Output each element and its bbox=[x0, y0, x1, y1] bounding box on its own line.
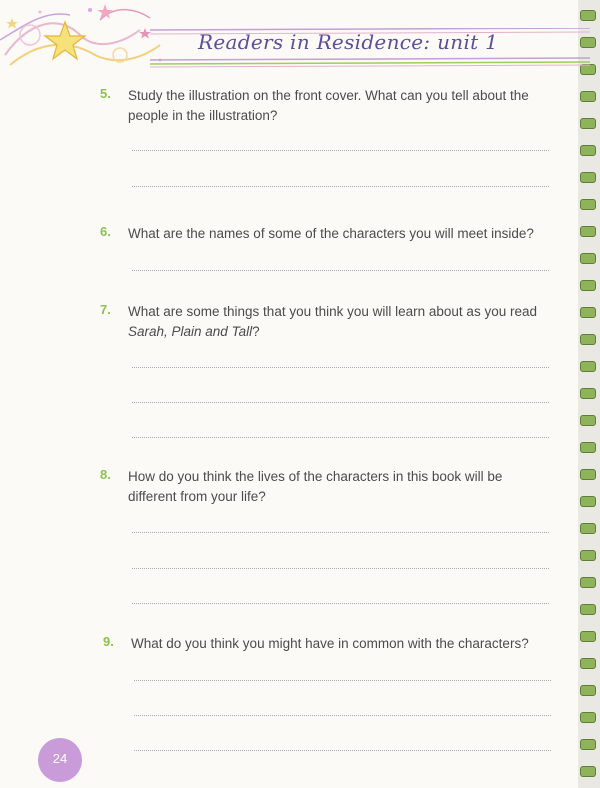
question-text: What do you think you might have in common with the characters? bbox=[131, 636, 529, 651]
answer-line[interactable] bbox=[132, 437, 549, 438]
star-icon bbox=[45, 22, 85, 59]
binding-ring bbox=[580, 496, 596, 507]
binding-ring bbox=[580, 91, 596, 102]
answer-line[interactable] bbox=[132, 402, 549, 403]
binding-ring bbox=[580, 523, 596, 534]
binding-ring bbox=[580, 118, 596, 129]
spiral-binding bbox=[578, 0, 600, 788]
binding-ring bbox=[580, 226, 596, 237]
binding-ring bbox=[580, 658, 596, 669]
question-text-part: What are some things that you think you will learn about as you read bbox=[128, 304, 537, 319]
binding-ring bbox=[580, 253, 596, 264]
binding-ring bbox=[580, 361, 596, 372]
page-number: 24 bbox=[52, 751, 68, 766]
question-number: 9. bbox=[103, 634, 114, 649]
answer-line[interactable] bbox=[134, 715, 551, 716]
binding-ring bbox=[580, 469, 596, 480]
book-title: Sarah, Plain and Tall bbox=[128, 324, 253, 339]
star-icon bbox=[97, 4, 113, 19]
answer-line[interactable] bbox=[132, 568, 549, 569]
question-mark: ? bbox=[252, 324, 260, 339]
question-text bbox=[128, 302, 548, 342]
question-text: What are the names of some of the characters you will meet inside? bbox=[128, 226, 534, 241]
binding-ring bbox=[580, 739, 596, 750]
answer-line[interactable] bbox=[132, 270, 549, 271]
binding-ring bbox=[580, 442, 596, 453]
question-number: 8. bbox=[100, 467, 111, 482]
answer-line[interactable] bbox=[132, 186, 549, 187]
question-text: How do you think the lives of the characters in this book will be different from your life? bbox=[128, 469, 503, 504]
question-text: Study the illustration on the front cover. What can you tell about the people in the illustration? bbox=[128, 88, 529, 123]
binding-ring bbox=[580, 172, 596, 183]
unit-title: Readers in Residence: unit 1 bbox=[198, 30, 499, 54]
binding-ring bbox=[580, 604, 596, 615]
question-number: 6. bbox=[100, 224, 111, 239]
binding-ring bbox=[580, 199, 596, 210]
binding-ring bbox=[580, 145, 596, 156]
answer-line[interactable] bbox=[134, 680, 551, 681]
answer-line[interactable] bbox=[132, 367, 549, 368]
binding-ring bbox=[580, 631, 596, 642]
answer-line[interactable] bbox=[132, 150, 549, 151]
binding-ring bbox=[580, 10, 596, 21]
star-icon bbox=[6, 18, 18, 29]
binding-ring bbox=[580, 550, 596, 561]
answer-line[interactable] bbox=[132, 603, 549, 604]
binding-ring bbox=[580, 577, 596, 588]
binding-ring bbox=[580, 766, 596, 777]
question-number: 5. bbox=[100, 86, 111, 101]
page-number-badge bbox=[38, 738, 82, 782]
binding-ring bbox=[580, 388, 596, 399]
binding-ring bbox=[580, 712, 596, 723]
answer-line[interactable] bbox=[132, 532, 549, 533]
binding-ring bbox=[580, 415, 596, 426]
binding-ring bbox=[580, 685, 596, 696]
binding-ring bbox=[580, 307, 596, 318]
binding-ring bbox=[580, 334, 596, 345]
answer-line[interactable] bbox=[134, 750, 551, 751]
question-number: 7. bbox=[100, 302, 111, 317]
binding-ring bbox=[580, 280, 596, 291]
